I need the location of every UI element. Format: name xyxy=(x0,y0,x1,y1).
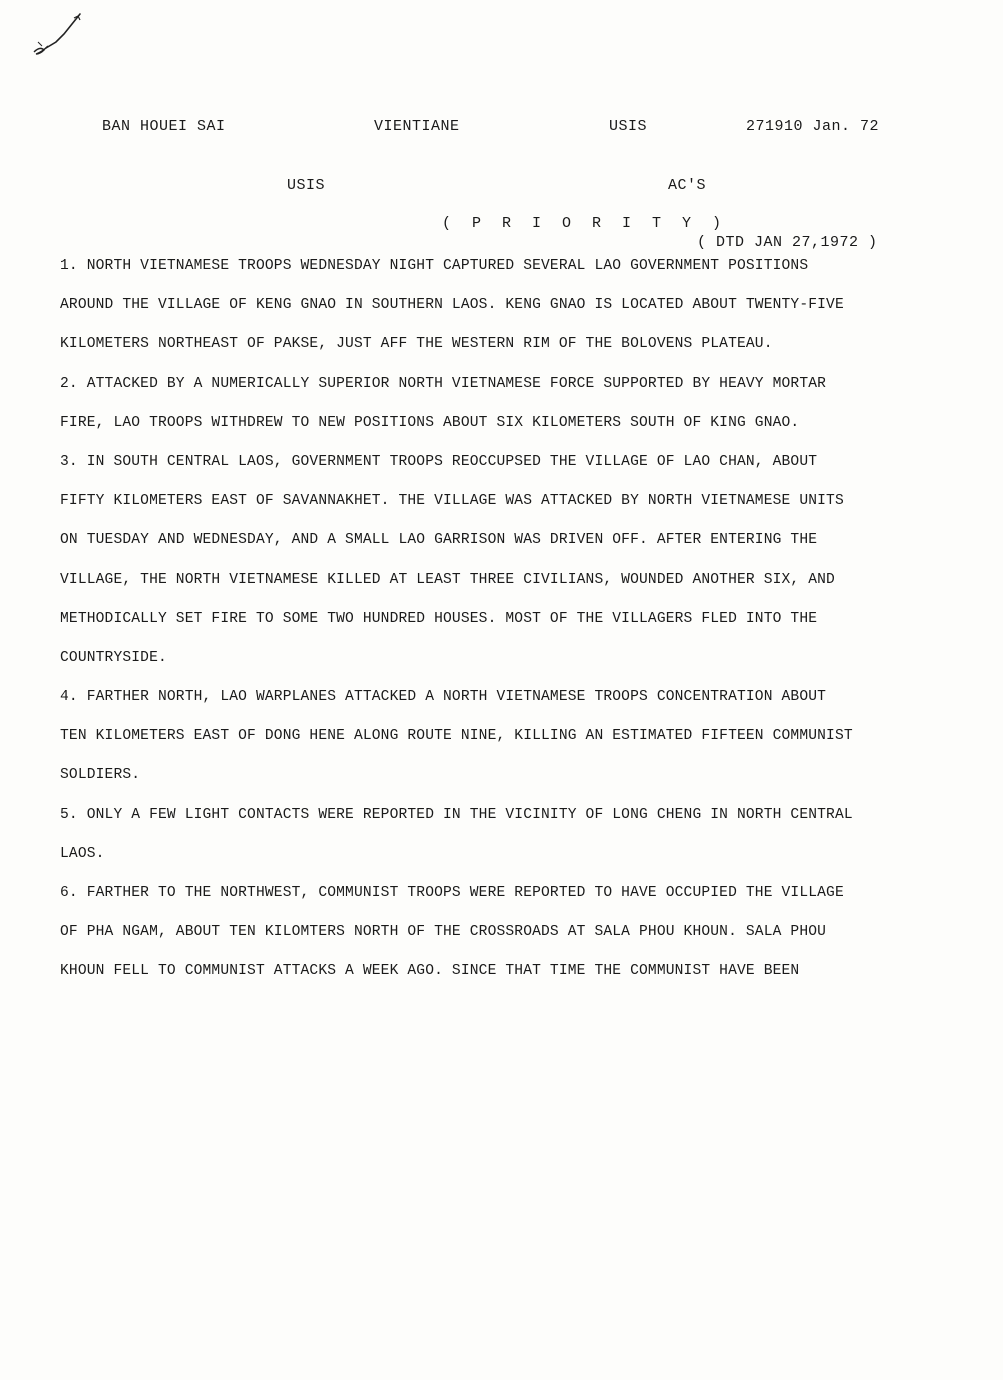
body-line: COUNTRYSIDE. xyxy=(60,649,167,666)
header-origin: BAN HOUEI SAI xyxy=(102,118,226,135)
message-body xyxy=(60,254,940,999)
body-line: 2. ATTACKED BY A NUMERICALLY SUPERIOR NORTH VIETNAMESE FORCE SUPPORTED BY HEAVY MORTAR xyxy=(60,375,827,392)
body-line: METHODICALLY SET FIRE TO SOME TWO HUNDRED HOUSES. MOST OF THE VILLAGERS FLED INTO THE xyxy=(60,610,818,627)
body-line: SOLDIERS. xyxy=(60,767,141,784)
header-agency: USIS xyxy=(609,118,648,135)
dated-label: ( DTD JAN 27,1972 ) xyxy=(697,234,878,251)
header-addressee: USIS xyxy=(287,177,326,194)
priority-label: ( P R I O R I T Y ) xyxy=(442,215,728,232)
header-acs: AC'S xyxy=(668,177,707,194)
body-line: 5. ONLY A FEW LIGHT CONTACTS WERE REPORTED IN THE VICINITY OF LONG CHENG IN NORTH CENTRAL xyxy=(60,806,853,823)
body-line: AROUND THE VILLAGE OF KENG GNAO IN SOUTHERN LAOS. KENG GNAO IS LOCATED ABOUT TWENTY-FIVE xyxy=(60,297,844,314)
header-date-time-group: 271910 Jan. 72 xyxy=(746,118,880,135)
body-line: TEN KILOMETERS EAST OF DONG HENE ALONG ROUTE NINE, KILLING AN ESTIMATED FIFTEEN COMMUNIST xyxy=(60,728,853,745)
body-line: KILOMETERS NORTHEAST OF PAKSE, JUST AFF THE WESTERN RIM OF THE BOLOVENS PLATEAU. xyxy=(60,336,773,353)
body-line: 4. FARTHER NORTH, LAO WARPLANES ATTACKED A NORTH VIETNAMESE TROOPS CONCENTRATION ABOUT xyxy=(60,689,827,706)
body-line: LAOS. xyxy=(60,845,105,862)
body-line: VILLAGE, THE NORTH VIETNAMESE KILLED AT LEAST THREE CIVILIANS, WOUNDED ANOTHER SIX, AND xyxy=(60,571,835,588)
body-line: 1. NORTH VIETNAMESE TROOPS WEDNESDAY NIGHT CAPTURED SEVERAL LAO GOVERNMENT POSITIONS xyxy=(60,258,809,274)
body-line: ON TUESDAY AND WEDNESDAY, AND A SMALL LAO GARRISON WAS DRIVEN OFF. AFTER ENTERING THE xyxy=(60,532,818,549)
body-line: 6. FARTHER TO THE NORTHWEST, COMMUNIST TROOPS WERE REPORTED TO HAVE OCCUPIED THE VILLAGE xyxy=(60,885,844,901)
header-city: VIENTIANE xyxy=(374,118,460,135)
body-line: FIFTY KILOMETERS EAST OF SAVANNAKHET. THE VILLAGE WAS ATTACKED BY NORTH VIETNAMESE UNITS xyxy=(60,493,844,510)
pen-scribble-mark xyxy=(28,8,88,58)
body-line: 3. IN SOUTH CENTRAL LAOS, GOVERNMENT TROOPS REOCCUPSED THE VILLAGE OF LAO CHAN, ABOUT xyxy=(60,453,818,470)
body-line: FIRE, LAO TROOPS WITHDREW TO NEW POSITIONS ABOUT SIX KILOMETERS SOUTH OF KING GNAO. xyxy=(60,414,800,431)
body-line: KHOUN FELL TO COMMUNIST ATTACKS A WEEK AGO. SINCE THAT TIME THE COMMUNIST HAVE BEEN xyxy=(60,963,800,980)
body-line: OF PHA NGAM, ABOUT TEN KILOMTERS NORTH OF THE CROSSROADS AT SALA PHOU KHOUN. SALA PHOU xyxy=(60,924,827,941)
